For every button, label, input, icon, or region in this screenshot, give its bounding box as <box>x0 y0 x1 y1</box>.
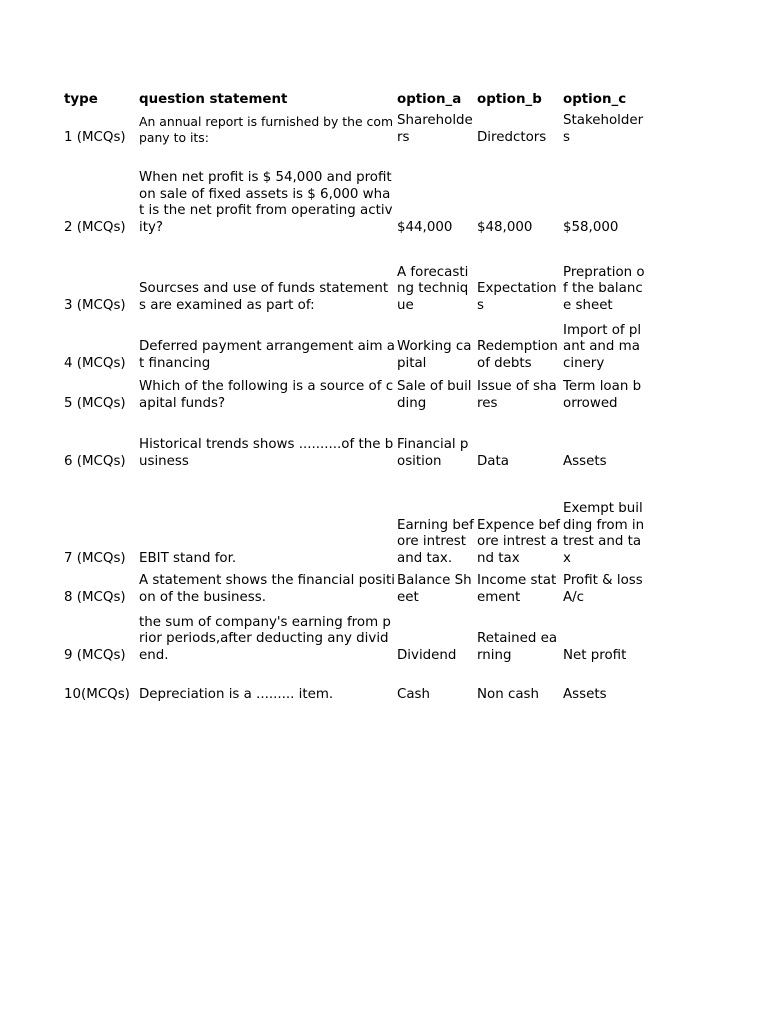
cell-question: When net profit is $ 54,000 and profit on sale of fixed assets is $ 6,000 what is the net profit from operating activity? <box>139 170 393 235</box>
cell-type: 6 (MCQs) <box>64 453 126 469</box>
table-row <box>62 567 647 606</box>
cell-question: the sum of company's earning from prior periods,after deducting any dividend. <box>139 614 391 663</box>
cell-type: 9 (MCQs) <box>64 647 126 663</box>
cell-question: Sourcses and use of funds statements are examined as part of: <box>139 281 389 313</box>
cell-option-c: $58,000 <box>563 219 619 235</box>
cell-type: 7 (MCQs) <box>64 550 126 566</box>
cell-option-a: Working capital <box>397 339 472 371</box>
cell-option-b: Data <box>477 453 509 469</box>
table-row <box>62 606 647 664</box>
cell-type: 5 (MCQs) <box>64 395 126 411</box>
cell-question: Which of the following is a source of capital funds? <box>139 379 394 411</box>
cell-type: 4 (MCQs) <box>64 355 126 371</box>
header-row <box>62 88 647 108</box>
cell-option-a: Cash <box>397 686 431 702</box>
cell-option-c: Exempt building from intrest and tax <box>563 501 645 566</box>
cell-type: 2 (MCQs) <box>64 219 126 235</box>
cell-option-c: Net profit <box>563 647 627 663</box>
cell-option-c: Assets <box>563 686 607 702</box>
table-row <box>62 146 647 246</box>
cell-type: 3 (MCQs) <box>64 297 126 313</box>
cell-option-a: Dividend <box>397 647 457 663</box>
cell-option-c: Stakeholders <box>563 113 644 145</box>
table-row <box>62 664 647 703</box>
table-row <box>62 372 647 412</box>
table-row <box>62 108 647 146</box>
table-row <box>62 246 647 314</box>
cell-option-a: Balance Sheet <box>397 573 472 605</box>
cell-option-a: Financial position <box>397 437 469 469</box>
cell-type: 8 (MCQs) <box>64 589 126 605</box>
table-row <box>62 470 647 567</box>
cell-type: 10(MCQs) <box>64 686 130 702</box>
cell-option-b: Retained earning <box>477 631 558 663</box>
cell-question: An annual report is furnished by the company to its: <box>139 113 394 145</box>
table-row <box>62 314 647 372</box>
cell-option-b: Income statement <box>477 573 557 605</box>
cell-option-c: Term loan borrowed <box>563 379 642 411</box>
cell-option-c: Profit & loss A/c <box>563 573 643 605</box>
header-question-statement: question statement <box>139 91 288 107</box>
cell-option-a: $44,000 <box>397 219 453 235</box>
header-option-b: option_b <box>477 91 542 107</box>
cell-question: Depreciation is a ......... item. <box>139 686 334 702</box>
cell-option-b: Redemption of debts <box>477 339 558 371</box>
cell-option-c: Import of plant and macinery <box>563 322 642 371</box>
cell-option-c: Prepration of the balance sheet <box>563 264 645 313</box>
cell-option-b: Expectations <box>477 281 557 313</box>
cell-option-a: Shareholders <box>397 113 473 145</box>
cell-question: A statement shows the financial position of the business. <box>139 573 395 605</box>
cell-option-a: Sale of building <box>397 379 472 411</box>
cell-option-b: Issue of shares <box>477 379 557 411</box>
cell-option-c: Assets <box>563 453 607 469</box>
cell-option-a: Earning before intrest and tax. <box>397 517 474 566</box>
cell-type: 1 (MCQs) <box>64 129 126 145</box>
header-option-a: option_a <box>397 91 462 107</box>
cell-option-b: $48,000 <box>477 219 533 235</box>
cell-question: EBIT stand for. <box>139 550 237 566</box>
header-option-c: option_c <box>563 91 627 107</box>
cell-option-a: A forecasting technique <box>397 264 469 313</box>
cell-question: Historical trends shows ..........of the business <box>139 437 394 469</box>
table-row <box>62 412 647 470</box>
cell-option-b: Expence before intrest and tax <box>477 517 560 566</box>
mcq-table <box>62 88 647 703</box>
header-type: type <box>64 91 98 107</box>
cell-question: Deferred payment arrangement aim at financing <box>139 339 395 371</box>
cell-option-b: Non cash <box>477 686 539 702</box>
cell-option-b: Diredctors <box>477 129 547 145</box>
